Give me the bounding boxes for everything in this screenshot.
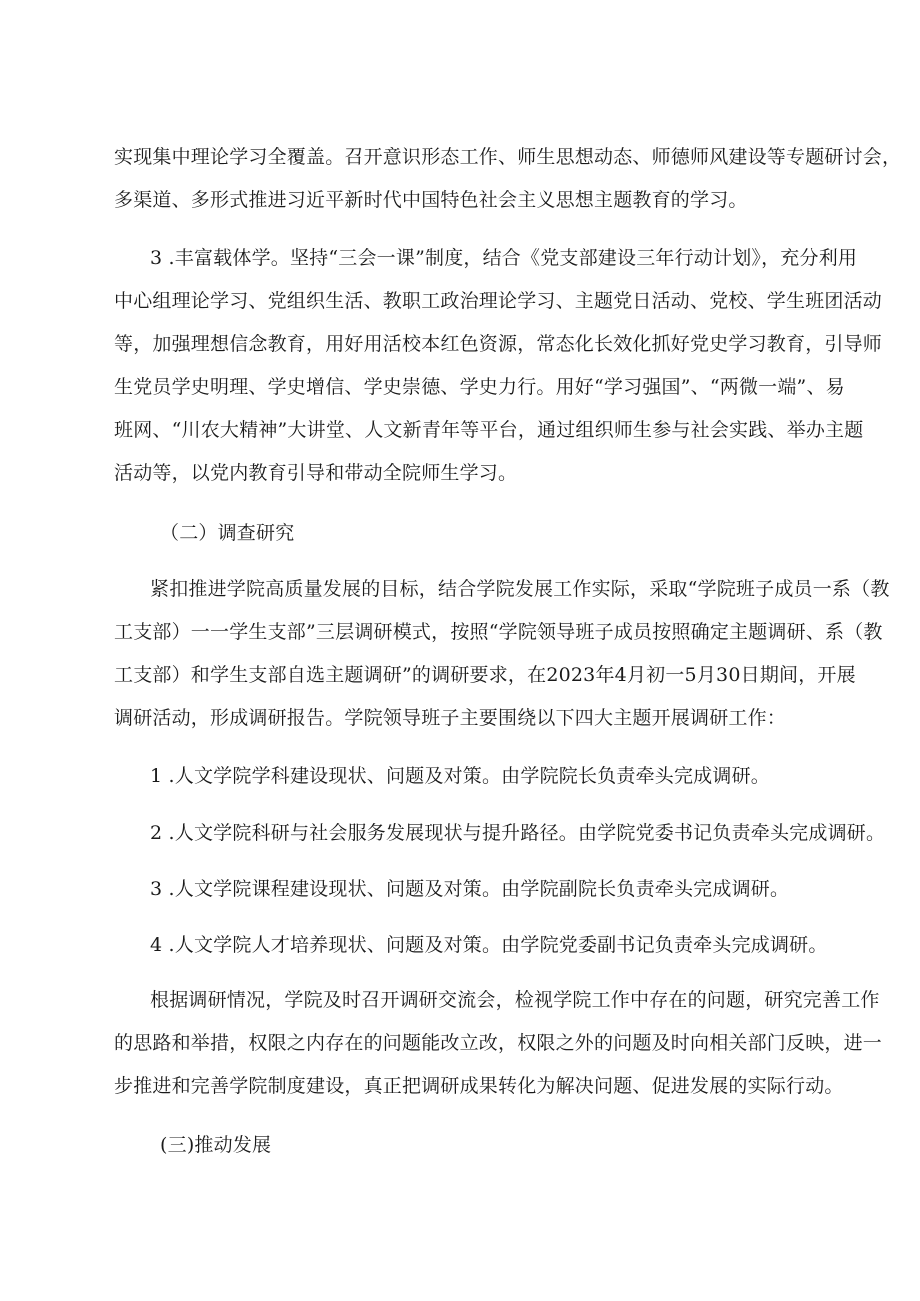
paragraph-line: 工支部）一一学生支部”三层调研模式，按照“学院领导班子成员按照确定主题调研、系（教	[114, 621, 883, 643]
paragraph-line: 根据调研情况，学院及时召开调研交流会，检视学院工作中存在的问题，研究完善工作	[150, 989, 880, 1011]
paragraph-line: 工支部）和学生支部自选主题调研”的调研要求，在2023年4月初一5月30日期间，开展	[114, 664, 856, 686]
paragraph-line: 等，加强理想信念教育，用好用活校本红色资源，常态化长效化抓好党史学习教育，引导师	[114, 333, 883, 355]
list-item: 1 .人文学院学科建设现状、问题及对策。由学院院长负责牵头完成调研。	[150, 765, 770, 787]
paragraph-line: 活动等，以党内教育引导和带动全院师生学习。	[114, 462, 518, 484]
paragraph-line: 紧扣推进学院高质量发展的目标，结合学院发展工作实际，采取“学院班子成员一系（教	[150, 578, 890, 600]
paragraph-line: 的思路和举措，权限之内存在的问题能改立改，权限之外的问题及时向相关部门反映，进一	[114, 1032, 883, 1054]
paragraph-line: 班网、“川农大精神”大讲堂、人文新青年等平台，通过组织师生参与社会实践、举办主题	[114, 419, 864, 441]
paragraph-line: 多渠道、多形式推进习近平新时代中国特色社会主义思想主题教育的学习。	[114, 189, 748, 211]
paragraph-line: 步推进和完善学院制度建设，真正把调研成果转化为解决问题、促进发展的实际行动。	[114, 1075, 844, 1097]
paragraph-line: 实现集中理论学习全覆盖。召开意识形态工作、师生思想动态、师德师风建设等专题研讨会，	[114, 146, 902, 168]
list-item: 3 .人文学院课程建设现状、问题及对策。由学院副院长负责牵头完成调研。	[150, 878, 790, 900]
paragraph-line: 3 .丰富载体学。坚持“三会一课”制度，结合《党支部建设三年行动计划》，充分利用	[150, 247, 858, 269]
list-item: 4 .人文学院人才培养现状、问题及对策。由学院党委副书记负责牵头完成调研。	[150, 934, 828, 956]
paragraph-line: 生党员学史明理、学史增信、学史崇德、学史力行。用好“学习强国”、“两微一端”、易	[114, 376, 845, 398]
paragraph-line: 调研活动，形成调研报告。学院领导班子主要围绕以下四大主题开展调研工作：	[114, 707, 787, 729]
section-heading: （二）调查研究	[160, 522, 295, 544]
list-item: 2 .人文学院科研与社会服务发展现状与提升路径。由学院党委书记负责牵头完成调研。	[150, 822, 886, 844]
paragraph-line: 中心组理论学习、党组织生活、教职工政治理论学习、主题党日活动、党校、学生班团活动	[114, 290, 883, 312]
section-heading: (三)推动发展	[160, 1134, 272, 1156]
